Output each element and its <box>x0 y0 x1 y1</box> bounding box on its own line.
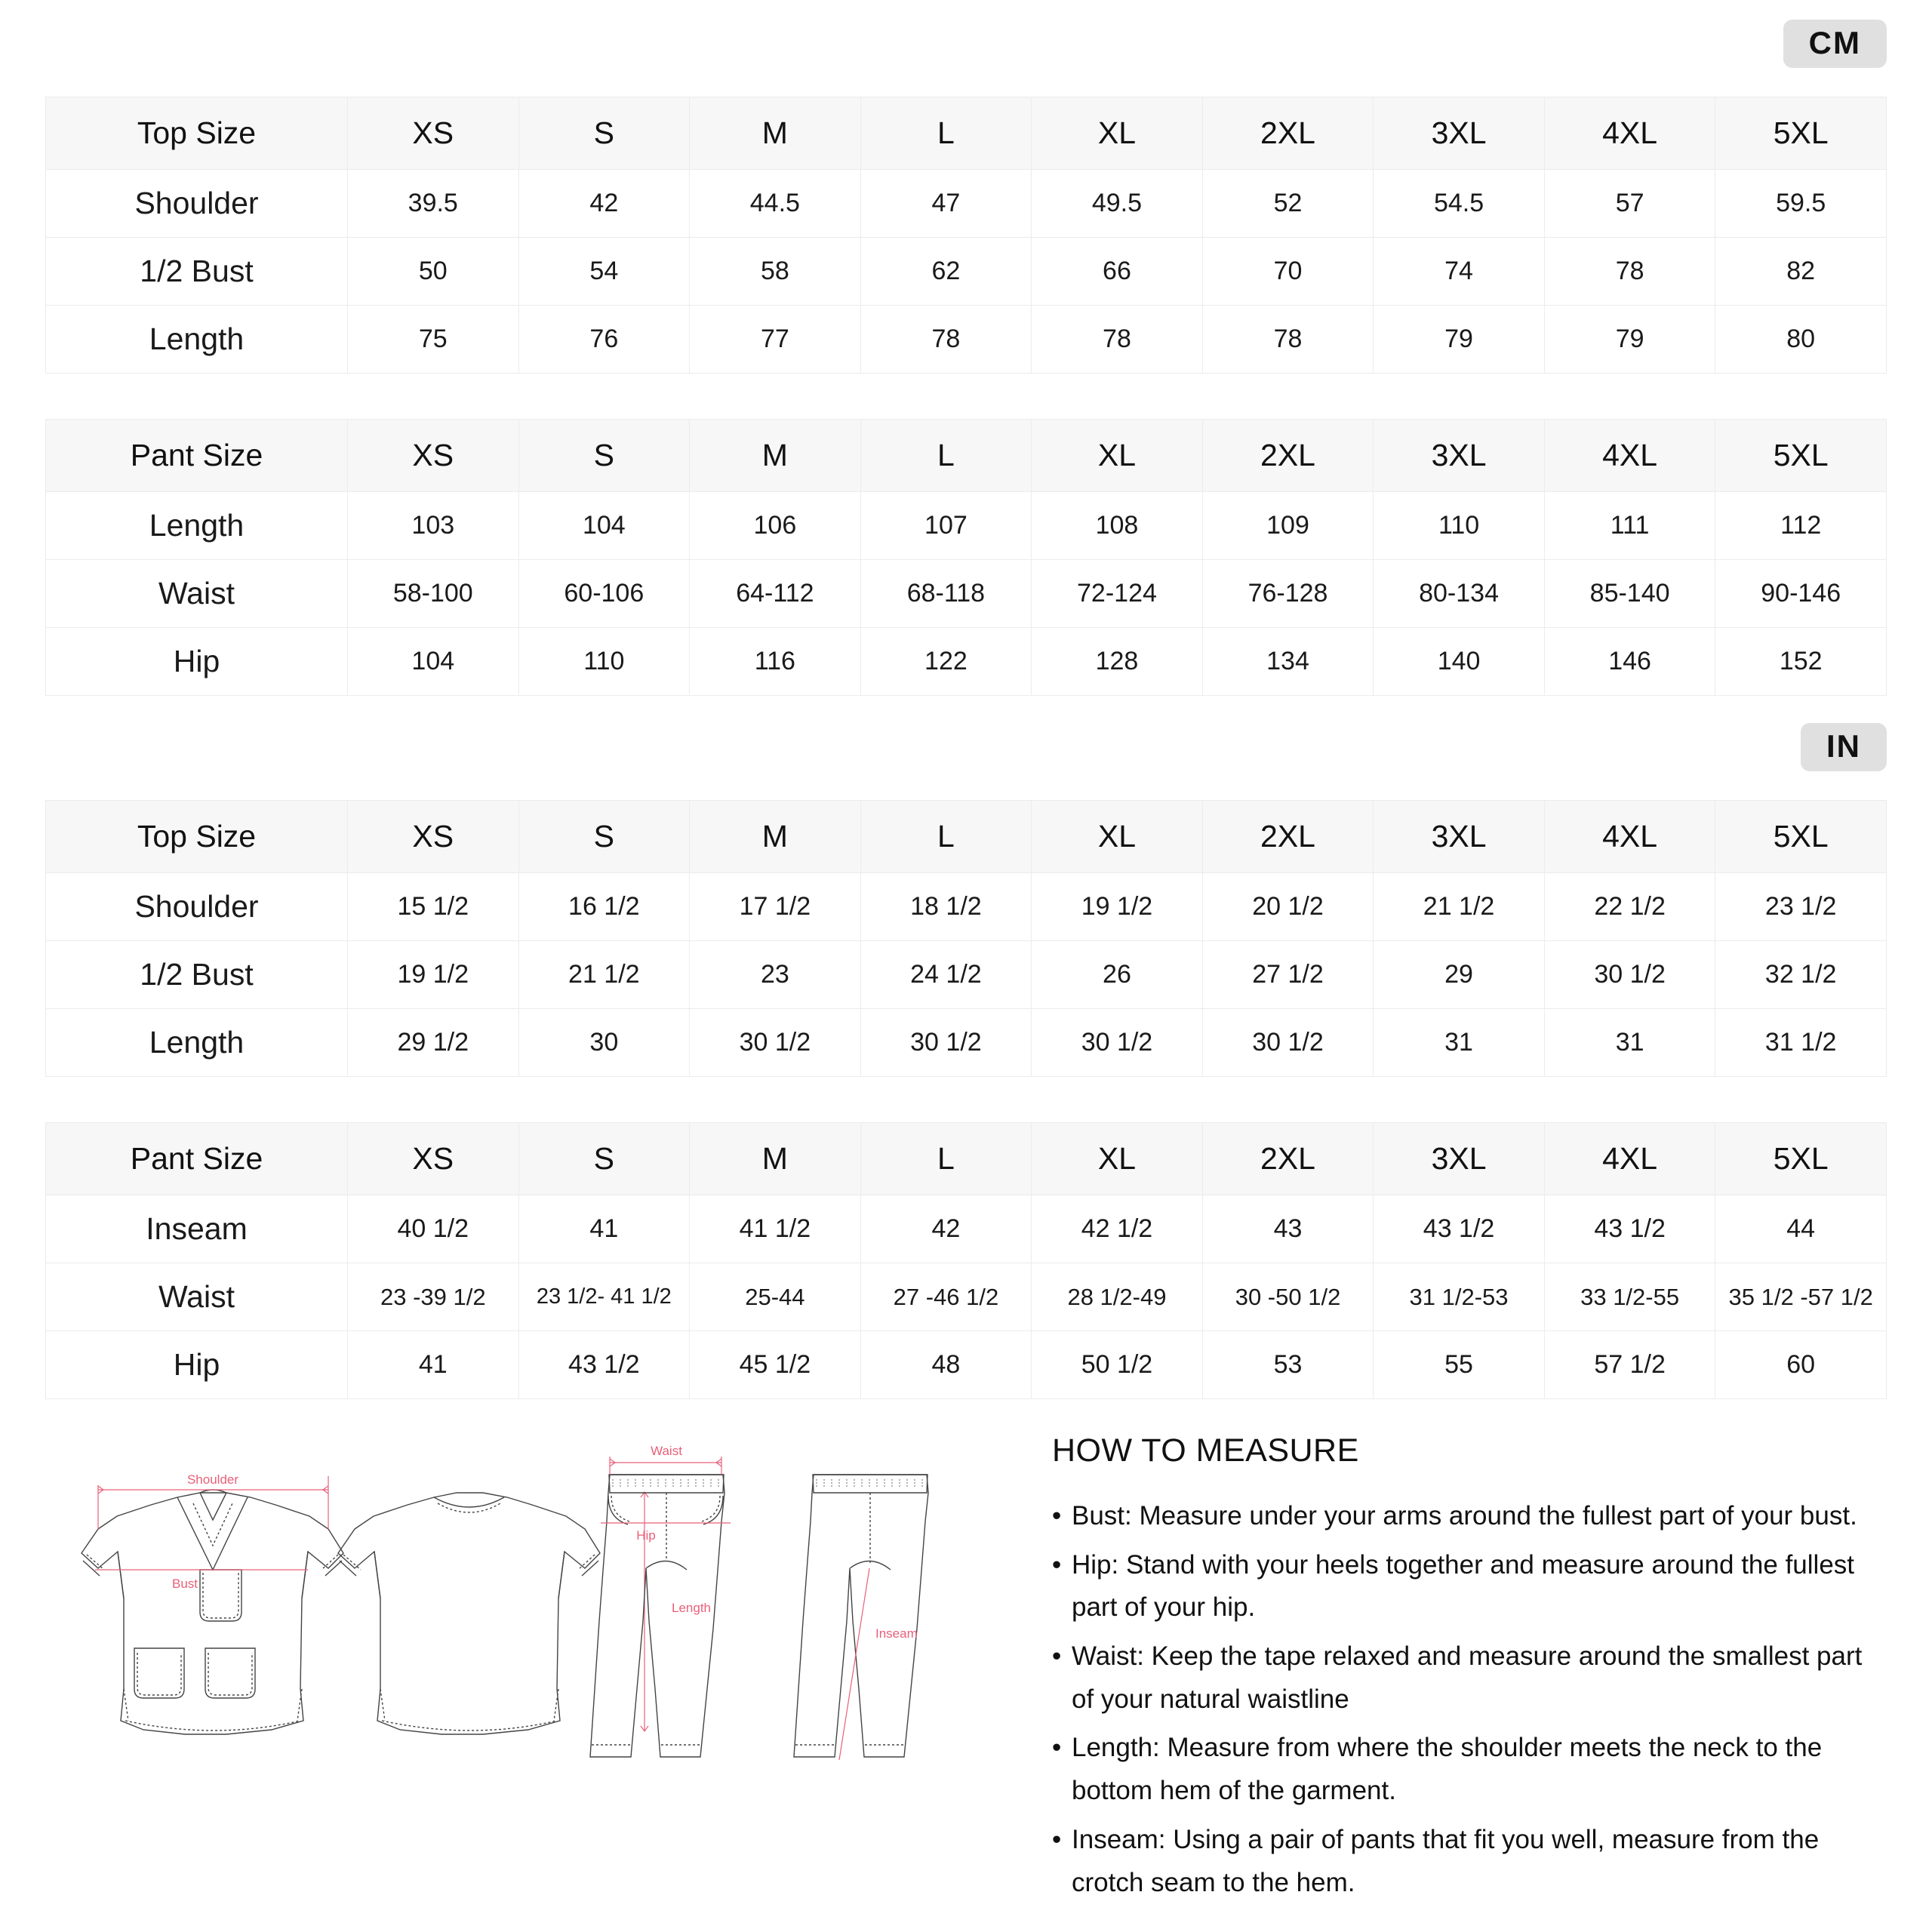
cell: 30 1/2 <box>1544 941 1715 1009</box>
bullet-icon: • <box>1052 1733 1062 1763</box>
cell: 41 <box>518 1195 690 1263</box>
cell: 72-124 <box>1032 560 1203 628</box>
row-label-length: Length <box>46 492 348 560</box>
cell: 107 <box>860 492 1032 560</box>
cell: 35 1/2 -57 1/2 <box>1715 1263 1887 1331</box>
bust-annotation-label: Bust <box>171 1577 198 1591</box>
table-row <box>46 873 1887 941</box>
row-label-inseam: Inseam <box>46 1195 348 1263</box>
size-header-3xl: 3XL <box>1374 1123 1545 1195</box>
list-item <box>1052 1495 1887 1538</box>
cell: 19 1/2 <box>348 941 519 1009</box>
row-label-half-bust: 1/2 Bust <box>46 941 348 1009</box>
size-table-top-in <box>45 800 1887 1077</box>
cell: 30 1/2 <box>690 1009 861 1077</box>
cell: 80 <box>1715 306 1887 374</box>
inseam-annotation-label: Inseam <box>875 1626 918 1641</box>
size-header-2xl: 2XL <box>1202 801 1374 873</box>
cell: 79 <box>1544 306 1715 374</box>
cell: 58-100 <box>348 560 519 628</box>
cell: 43 <box>1202 1195 1374 1263</box>
size-header-l: L <box>860 420 1032 492</box>
cell: 53 <box>1202 1331 1374 1399</box>
cell: 76-128 <box>1202 560 1374 628</box>
cell: 41 1/2 <box>690 1195 861 1263</box>
spacer-between-cm-tables <box>0 374 1932 419</box>
size-header-4xl: 4XL <box>1544 1123 1715 1195</box>
cell: 31 <box>1544 1009 1715 1077</box>
size-header-2xl: 2XL <box>1202 420 1374 492</box>
table-wrap-pant-in <box>0 1122 1932 1399</box>
cell: 42 <box>860 1195 1032 1263</box>
shoulder-annotation-label: Shoulder <box>186 1472 239 1487</box>
row-label-hip: Hip <box>46 1331 348 1399</box>
cell: 41 <box>348 1331 519 1399</box>
list-item-text: Hip: Stand with your heels together and measure around the fullest part of your hip. <box>1072 1549 1855 1623</box>
size-header-m: M <box>690 801 861 873</box>
table-row <box>46 1009 1887 1077</box>
cell: 134 <box>1202 628 1374 696</box>
cell: 64-112 <box>690 560 861 628</box>
cell: 32 1/2 <box>1715 941 1887 1009</box>
cell: 57 1/2 <box>1544 1331 1715 1399</box>
cell: 74 <box>1374 238 1545 306</box>
spacer-after-cm-badge <box>0 68 1932 97</box>
size-header-xs: XS <box>348 801 519 873</box>
cell: 17 1/2 <box>690 873 861 941</box>
header-row <box>46 801 1887 873</box>
cell: 49.5 <box>1032 170 1203 238</box>
size-header-s: S <box>518 1123 690 1195</box>
table-body-pant-in <box>46 1195 1887 1399</box>
list-item <box>1052 1727 1887 1812</box>
table-body-top-in <box>46 873 1887 1077</box>
size-header-xl: XL <box>1032 420 1203 492</box>
cell: 57 <box>1544 170 1715 238</box>
list-item <box>1052 1635 1887 1721</box>
cell: 62 <box>860 238 1032 306</box>
cell: 70 <box>1202 238 1374 306</box>
cell: 39.5 <box>348 170 519 238</box>
cell: 23 -39 1/2 <box>348 1263 519 1331</box>
size-header-2xl: 2XL <box>1202 97 1374 170</box>
corner-label: Pant Size <box>46 420 348 492</box>
corner-label: Pant Size <box>46 1123 348 1195</box>
cell: 21 1/2 <box>518 941 690 1009</box>
table-row <box>46 1331 1887 1399</box>
size-header-xs: XS <box>348 97 519 170</box>
bullet-icon: • <box>1052 1824 1062 1854</box>
table-header-top-in <box>46 801 1887 873</box>
scrub-pant-technical-drawing <box>574 1440 974 1795</box>
cell: 79 <box>1374 306 1545 374</box>
row-label-waist: Waist <box>46 560 348 628</box>
spacer-between-in-tables <box>0 1077 1932 1122</box>
table-header-pant-in <box>46 1123 1887 1195</box>
cell: 76 <box>518 306 690 374</box>
row-label-half-bust: 1/2 Bust <box>46 238 348 306</box>
cell: 23 1/2 <box>1715 873 1887 941</box>
size-header-4xl: 4XL <box>1544 420 1715 492</box>
table-wrap-top-cm <box>0 97 1932 374</box>
list-item <box>1052 1819 1887 1904</box>
table-body-top-cm <box>46 170 1887 374</box>
cell: 22 1/2 <box>1544 873 1715 941</box>
cell: 58 <box>690 238 861 306</box>
size-header-2xl: 2XL <box>1202 1123 1374 1195</box>
table-row <box>46 306 1887 374</box>
spacer-after-in-badge <box>0 771 1932 800</box>
corner-label: Top Size <box>46 97 348 170</box>
cell: 31 1/2 <box>1715 1009 1887 1077</box>
cell: 52 <box>1202 170 1374 238</box>
cell: 45 1/2 <box>690 1331 861 1399</box>
length-annotation-label: Length <box>672 1601 711 1615</box>
row-label-length: Length <box>46 1009 348 1077</box>
bullet-icon: • <box>1052 1549 1062 1580</box>
size-header-s: S <box>518 420 690 492</box>
size-table-pant-cm <box>45 419 1887 696</box>
cell: 31 <box>1374 1009 1545 1077</box>
cell: 59.5 <box>1715 170 1887 238</box>
cell: 78 <box>1544 238 1715 306</box>
table-row <box>46 1195 1887 1263</box>
cell: 66 <box>1032 238 1203 306</box>
cell: 27 1/2 <box>1202 941 1374 1009</box>
row-label-shoulder: Shoulder <box>46 170 348 238</box>
cell: 110 <box>518 628 690 696</box>
cell: 42 1/2 <box>1032 1195 1203 1263</box>
size-header-5xl: 5XL <box>1715 1123 1887 1195</box>
cell: 30 1/2 <box>1032 1009 1203 1077</box>
list-item-text: Waist: Keep the tape relaxed and measure around the smallest part of your natural waistline <box>1072 1641 1863 1714</box>
table-row <box>46 1263 1887 1331</box>
header-row <box>46 97 1887 170</box>
cell: 116 <box>690 628 861 696</box>
cell: 106 <box>690 492 861 560</box>
top-spacer <box>0 0 1932 20</box>
cell: 42 <box>518 170 690 238</box>
size-header-4xl: 4XL <box>1544 97 1715 170</box>
size-header-5xl: 5XL <box>1715 801 1887 873</box>
cell: 47 <box>860 170 1032 238</box>
hip-annotation-label: Hip <box>636 1528 656 1543</box>
header-row <box>46 1123 1887 1195</box>
bottom-section <box>0 1399 1932 1910</box>
cell: 85-140 <box>1544 560 1715 628</box>
row-label-shoulder: Shoulder <box>46 873 348 941</box>
corner-label: Top Size <box>46 801 348 873</box>
cell: 104 <box>348 628 519 696</box>
cell: 60-106 <box>518 560 690 628</box>
cell: 78 <box>1032 306 1203 374</box>
cell: 43 1/2 <box>1544 1195 1715 1263</box>
cell: 140 <box>1374 628 1545 696</box>
how-to-measure-title: HOW TO MEASURE <box>1052 1432 1359 1469</box>
cell: 27 -46 1/2 <box>860 1263 1032 1331</box>
cell: 90-146 <box>1715 560 1887 628</box>
how-to-measure-panel <box>1034 1432 1887 1910</box>
cell: 54.5 <box>1374 170 1545 238</box>
cell: 43 1/2 <box>518 1331 690 1399</box>
bullet-icon: • <box>1052 1501 1062 1531</box>
cell: 44.5 <box>690 170 861 238</box>
cell: 30 <box>518 1009 690 1077</box>
size-header-5xl: 5XL <box>1715 97 1887 170</box>
in-badge-row <box>0 723 1932 771</box>
table-row <box>46 941 1887 1009</box>
unit-badge-cm[interactable]: CM <box>1783 20 1887 68</box>
cell: 78 <box>1202 306 1374 374</box>
cell: 30 1/2 <box>1202 1009 1374 1077</box>
cell: 30 1/2 <box>860 1009 1032 1077</box>
table-row <box>46 170 1887 238</box>
cell: 31 1/2-53 <box>1374 1263 1545 1331</box>
cell: 48 <box>860 1331 1032 1399</box>
cell: 23 <box>690 941 861 1009</box>
cell: 20 1/2 <box>1202 873 1374 941</box>
cell: 108 <box>1032 492 1203 560</box>
list-item-text: Bust: Measure under your arms around the fullest part of your bust. <box>1072 1501 1857 1531</box>
cell: 103 <box>348 492 519 560</box>
table-wrap-top-in <box>0 800 1932 1077</box>
list-item-text: Inseam: Using a pair of pants that fit you well, measure from the crotch seam to the hem. <box>1072 1824 1820 1897</box>
cell: 43 1/2 <box>1374 1195 1545 1263</box>
row-label-length: Length <box>46 306 348 374</box>
size-header-5xl: 5XL <box>1715 420 1887 492</box>
size-header-s: S <box>518 97 690 170</box>
size-header-l: L <box>860 97 1032 170</box>
list-item <box>1052 1544 1887 1629</box>
cell: 21 1/2 <box>1374 873 1545 941</box>
size-header-xl: XL <box>1032 801 1203 873</box>
cell: 50 1/2 <box>1032 1331 1203 1399</box>
cell: 54 <box>518 238 690 306</box>
cell: 111 <box>1544 492 1715 560</box>
table-header-top-cm <box>46 97 1887 170</box>
cell: 40 1/2 <box>348 1195 519 1263</box>
cell: 19 1/2 <box>1032 873 1203 941</box>
cell: 80-134 <box>1374 560 1545 628</box>
cell: 29 1/2 <box>348 1009 519 1077</box>
size-header-3xl: 3XL <box>1374 801 1545 873</box>
size-header-xs: XS <box>348 420 519 492</box>
size-table-top-cm <box>45 97 1887 374</box>
waist-annotation-label: Waist <box>651 1444 682 1458</box>
cell: 33 1/2-55 <box>1544 1263 1715 1331</box>
cell: 109 <box>1202 492 1374 560</box>
cell: 28 1/2-49 <box>1032 1263 1203 1331</box>
size-header-m: M <box>690 1123 861 1195</box>
size-header-3xl: 3XL <box>1374 97 1545 170</box>
bullet-icon: • <box>1052 1641 1062 1672</box>
cell: 29 <box>1374 941 1545 1009</box>
table-body-pant-cm <box>46 492 1887 696</box>
size-header-3xl: 3XL <box>1374 420 1545 492</box>
table-wrap-pant-cm <box>0 419 1932 696</box>
cell: 128 <box>1032 628 1203 696</box>
list-item-text: Length: Measure from where the shoulder meets the neck to the bottom hem of the garment. <box>1072 1733 1823 1806</box>
cell: 75 <box>348 306 519 374</box>
table-row <box>46 628 1887 696</box>
size-header-xs: XS <box>348 1123 519 1195</box>
cell: 24 1/2 <box>860 941 1032 1009</box>
cell: 18 1/2 <box>860 873 1032 941</box>
size-header-l: L <box>860 801 1032 873</box>
header-row <box>46 420 1887 492</box>
cell: 77 <box>690 306 861 374</box>
cell: 25-44 <box>690 1263 861 1331</box>
row-label-hip: Hip <box>46 628 348 696</box>
cell: 26 <box>1032 941 1203 1009</box>
size-header-m: M <box>690 420 861 492</box>
cell: 104 <box>518 492 690 560</box>
cell: 60 <box>1715 1331 1887 1399</box>
cell: 82 <box>1715 238 1887 306</box>
pant-garment-figure <box>574 1440 974 1795</box>
cell: 78 <box>860 306 1032 374</box>
cell: 122 <box>860 628 1032 696</box>
table-row <box>46 238 1887 306</box>
cell: 15 1/2 <box>348 873 519 941</box>
table-row <box>46 492 1887 560</box>
cell: 68-118 <box>860 560 1032 628</box>
size-header-xl: XL <box>1032 1123 1203 1195</box>
table-header-pant-cm <box>46 420 1887 492</box>
cell: 50 <box>348 238 519 306</box>
unit-badge-in[interactable]: IN <box>1801 723 1887 771</box>
cell: 23 1/2- 41 1/2 <box>518 1263 690 1331</box>
cell: 112 <box>1715 492 1887 560</box>
cell: 110 <box>1374 492 1545 560</box>
row-label-waist: Waist <box>46 1263 348 1331</box>
garment-diagrams <box>45 1432 1034 1795</box>
size-header-m: M <box>690 97 861 170</box>
cm-badge-row <box>0 20 1932 68</box>
size-table-pant-in <box>45 1122 1887 1399</box>
cell: 146 <box>1544 628 1715 696</box>
table-row <box>46 560 1887 628</box>
size-header-l: L <box>860 1123 1032 1195</box>
size-header-s: S <box>518 801 690 873</box>
cell: 152 <box>1715 628 1887 696</box>
size-header-4xl: 4XL <box>1544 801 1715 873</box>
cell: 44 <box>1715 1195 1887 1263</box>
cell: 30 -50 1/2 <box>1202 1263 1374 1331</box>
cell: 55 <box>1374 1331 1545 1399</box>
size-header-xl: XL <box>1032 97 1203 170</box>
cell: 16 1/2 <box>518 873 690 941</box>
how-to-measure-list <box>1052 1495 1887 1904</box>
